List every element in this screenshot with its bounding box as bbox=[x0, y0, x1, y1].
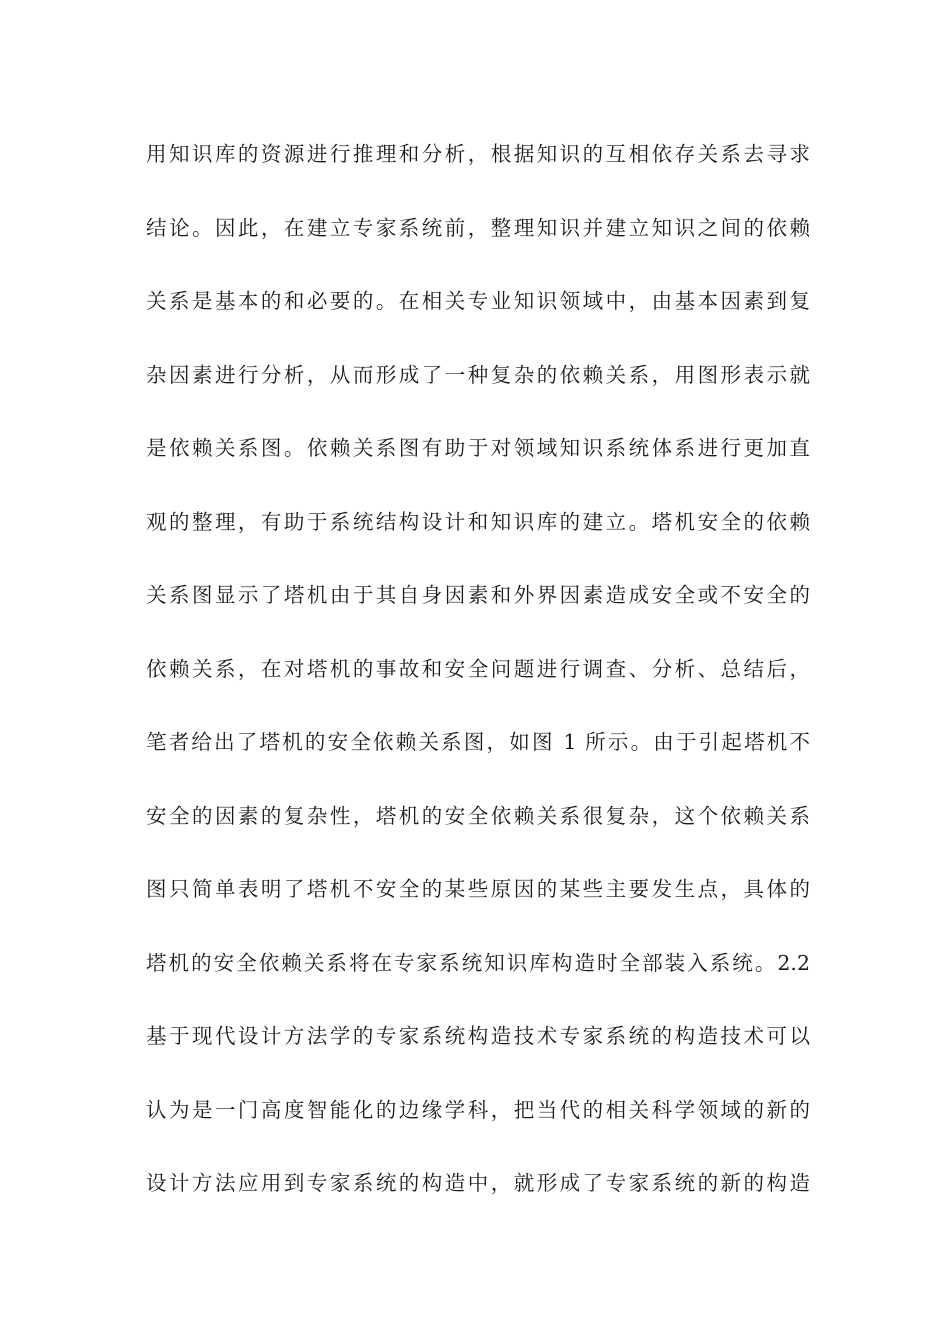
text-line-9: 笔者给出了塔机的安全依赖关系图，如图 1 所示。由于引起塔机不 bbox=[146, 730, 810, 754]
text-line-5: 是依赖关系图。依赖关系图有助于对领域知识系统体系进行更加直 bbox=[146, 436, 810, 460]
text-line-10: 安全的因素的复杂性，塔机的安全依赖关系很复杂，这个依赖关系 bbox=[146, 803, 810, 828]
text-line-3: 关系是基本的和必要的。在相关专业知识领域中，由基本因素到复 bbox=[146, 289, 810, 313]
text-line-13: 基于现代设计方法学的专家系统构造技术专家系统的构造技术可以 bbox=[146, 1024, 810, 1048]
text-line-14: 认为是一门高度智能化的边缘学科，把当代的相关科学领域的新的 bbox=[146, 1097, 810, 1122]
text-line-2: 结论。因此，在建立专家系统前，整理知识并建立知识之间的依赖 bbox=[146, 215, 810, 240]
text-line-4: 杂因素进行分析，从而形成了一种复杂的依赖关系，用图形表示就 bbox=[146, 362, 810, 387]
text-line-11: 图只简单表明了塔机不安全的某些原因的某些主要发生点，具体的 bbox=[146, 877, 810, 901]
body-paragraph bbox=[146, 131, 810, 1234]
text-line-6: 观的整理，有助于系统结构设计和知识库的建立。塔机安全的依赖 bbox=[146, 509, 810, 534]
text-line-15: 设计方法应用到专家系统的构造中，就形成了专家系统的新的构造 bbox=[146, 1171, 810, 1195]
text-line-12: 塔机的安全依赖关系将在专家系统知识库构造时全部装入系统。2.2 bbox=[146, 950, 810, 975]
text-line-7: 关系图显示了塔机由于其自身因素和外界因素造成安全或不安全的 bbox=[146, 583, 810, 607]
text-line-1: 用知识库的资源进行推理和分析，根据知识的互相依存关系去寻求 bbox=[146, 142, 810, 166]
text-line-8: 依赖关系，在对塔机的事故和安全问题进行调查、分析、总结后， bbox=[146, 656, 810, 681]
